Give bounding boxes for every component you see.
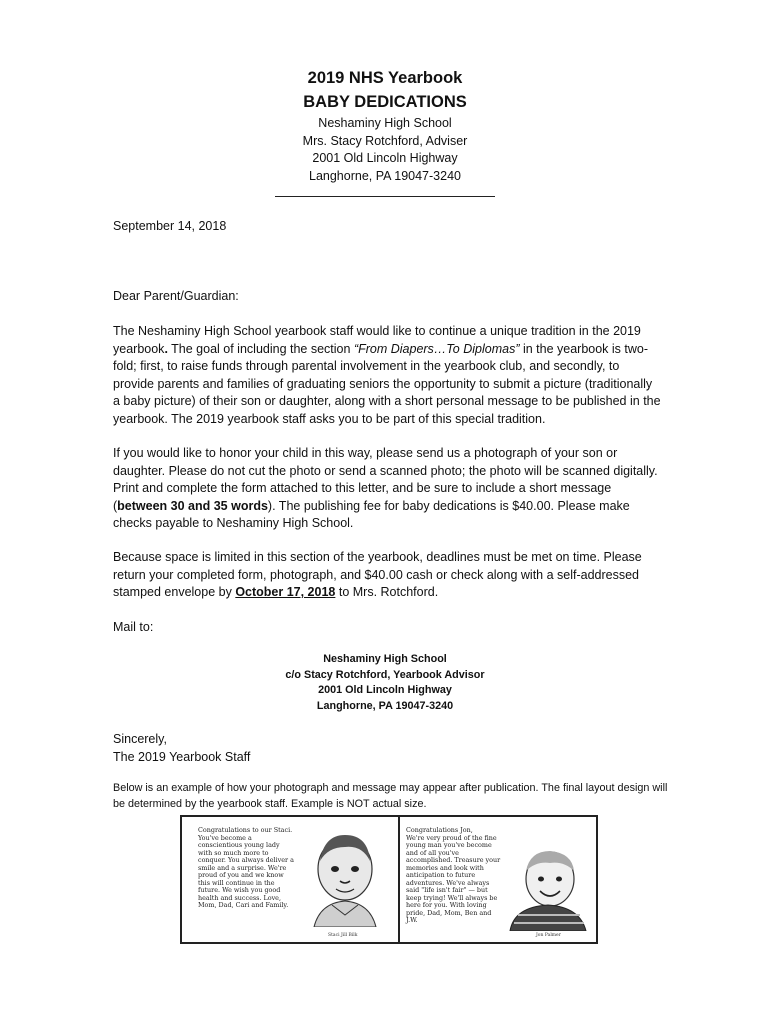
- example-message-right: Congratulations Jon, We're very proud of the fine young man you've become and of all you've accomplished. Treasure your memories and look with anticipation to future adventures. We've always said "life isn't fair" — but keep trying! We'll always be here for you. With loving pride, Dad, Mom, Ben and J.W.: [406, 826, 501, 924]
- baby-photo-right: [504, 839, 590, 931]
- mailing-address: [0, 652, 770, 714]
- signature: The 2019 Yearbook Staff: [113, 750, 251, 764]
- example-note: Below is an example of how your photograph and message may appear after publication. The final layout design will be determined by the yearbook staff. Example is NOT actual size.: [113, 782, 668, 810]
- mail-to-label: Mail to:: [113, 620, 154, 634]
- paragraph-intro-b: The goal of including the section: [167, 341, 354, 356]
- example-caption-right: Jon Palmer: [536, 933, 561, 938]
- paragraph-instructions-b: ). The publishing fee for baby dedications is $40.00. Please make checks payable to Neshaminy High School.: [113, 498, 630, 530]
- letter-salutation: Dear Parent/Guardian:: [113, 289, 239, 303]
- letterhead-street: 2001 Old Lincoln Highway: [312, 151, 458, 166]
- paragraph-intro: [113, 323, 661, 428]
- paragraph-deadline-a: Because space is limited in this section of the yearbook, deadlines must be met on time. Please return your completed form, photograph, and $40.00 cash or check along with a self-addressed stamped envelope by: [113, 550, 642, 599]
- example-dedications: [180, 815, 598, 944]
- paragraph-intro-period: .: [164, 341, 168, 356]
- deadline-date: October 17, 2018: [235, 585, 336, 599]
- letter-closing: [113, 730, 250, 766]
- letter-subtitle: BABY DEDICATIONS: [303, 93, 467, 111]
- mailing-address-line2: c/o Stacy Rotchford, Yearbook Advisor: [285, 668, 485, 681]
- word-count-requirement: between 30 and 35 words: [117, 498, 268, 513]
- example-caption-left: Staci Jill Bilk: [328, 933, 358, 938]
- letter-title: 2019 NHS Yearbook: [307, 69, 463, 87]
- paragraph-intro-c: in the yearbook is two-fold; first, to raise funds through parental involvement in the yearbook club, and secondly, to provide parents and families of graduating seniors the opportunity to submit a picture (traditionally a baby picture) of their son or daughter, along with a short personal message to be published in the yearbook. The 2019 yearbook staff asks you to be part of this special tradition.: [113, 341, 661, 426]
- paragraph-intro-a: The Neshaminy High School yearbook staff would like to continue a unique tradition in the 2019 yearbook: [113, 324, 641, 356]
- letter-date: September 14, 2018: [113, 219, 227, 233]
- letterhead-city: Langhorne, PA 19047-3240: [309, 168, 461, 183]
- closing-word: Sincerely,: [113, 732, 167, 746]
- example-dedication-right: [400, 817, 596, 942]
- baby-photo-left: [302, 825, 388, 927]
- mailing-address-line1: Neshaminy High School: [323, 653, 447, 665]
- letterhead-adviser: Mrs. Stacy Rotchford, Adviser: [302, 133, 468, 148]
- section-name: “From Diapers…To Diplomas”: [353, 341, 520, 356]
- mailing-address-line3: 2001 Old Lincoln Highway: [318, 684, 452, 697]
- mailing-address-line4: Langhorne, PA 19047-3240: [316, 699, 454, 712]
- paragraph-deadline: [113, 549, 661, 602]
- letterhead-school: Neshaminy High School: [318, 116, 452, 130]
- paragraph-deadline-b: to Mrs. Rotchford.: [335, 585, 439, 599]
- letterhead-address: [0, 115, 770, 185]
- example-message-left: Congratulations to our Staci. You've become a conscientious young lady with so much more to conquer. You always deliver a smile and a surprise. We're proud of you and we know this will continue in the future. We wish you good health and success. Love, Mom, Dad, Cari and Family.: [198, 826, 294, 909]
- example-dedication-left: [182, 817, 398, 942]
- paragraph-instructions: [113, 445, 661, 533]
- paragraph-instructions-a: If you would like to honor your child in this way, please send us a photograph of your son or daughter. Please do not cut the photo or send a scanned photo; the photo will be scanned digitally. Print and complete the form attached to this letter, and be sure to include a short message (: [113, 446, 658, 513]
- letterhead-divider: [275, 196, 495, 197]
